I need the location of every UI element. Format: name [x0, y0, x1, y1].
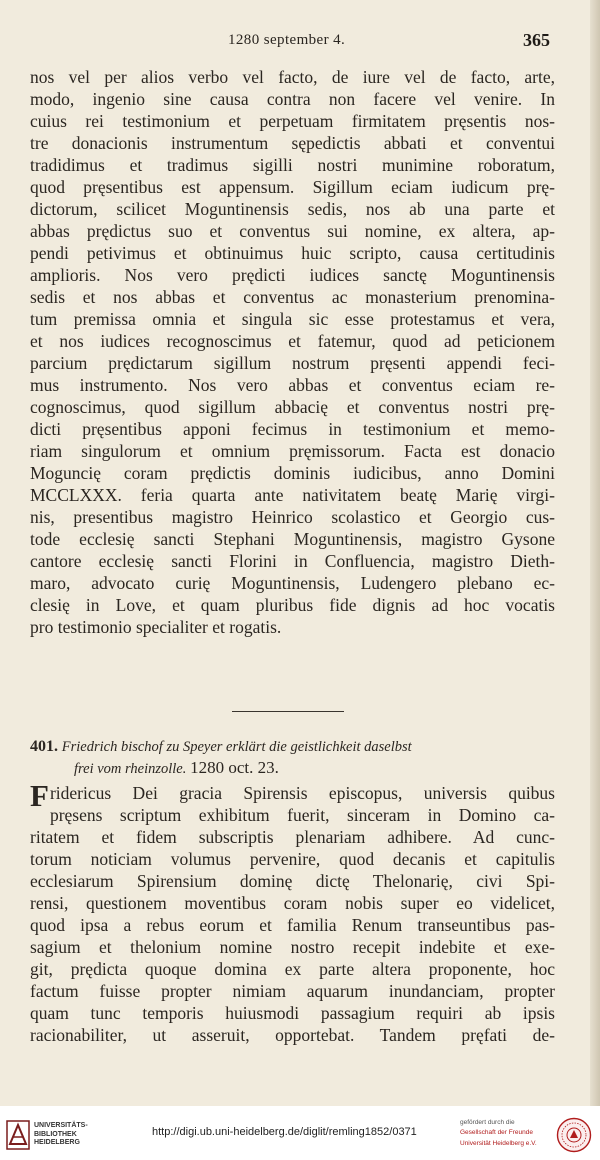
text-line: et nos iudices recognoscimus et fatemur, quod ad peticionem — [30, 331, 555, 351]
text-line: sedis et nos abbas et conventus ac monasterium prenomina- — [30, 287, 555, 307]
sponsor-org-line-1: Gesellschaft der Freunde — [460, 1129, 533, 1136]
text-line: parcium prędictarum sigillum nostrum pręsenti appendi feci- — [30, 353, 555, 373]
library-name-line-2: BIBLIOTHEK — [34, 1130, 77, 1138]
text-line: pro testimonio specialiter et rogatis. — [30, 617, 282, 637]
sponsor-lead: gefördert durch die — [460, 1119, 515, 1126]
document-number: 401. — [30, 738, 58, 755]
page-number: 365 — [523, 30, 550, 50]
digitization-footer — [0, 1106, 600, 1160]
text-line-first — [30, 778, 555, 813]
continued-charter-text — [30, 66, 555, 638]
text-line: tum premissa omnia et singula sic esse protestamus et vera, — [30, 309, 555, 329]
text-line: mus instrumento. Nos vero abbas et conventus eciam re- — [30, 375, 555, 395]
library-crest-icon — [6, 1120, 30, 1150]
text-line: tradidimus et tradimus sigilli nostri munimine roboratum, — [30, 155, 555, 175]
section-divider — [232, 711, 344, 712]
text-line: tre donacionis instrumentum sępedictis abbati et conventui — [30, 133, 555, 153]
document-title-line-2: frei vom rheinzolle. — [74, 761, 187, 777]
text-line: cantore ecclesię sancti Florini in Confluencia, magistro Dieth- — [30, 551, 555, 571]
text-line: clesię in Love, et quam pluribus fide dignis ad hoc vocatis — [30, 595, 555, 615]
text-line: racionabiliter, ut asseruit, opportebat. Tandem pręfati de- — [30, 1025, 555, 1045]
text-line: ritatem et fidem subscriptis plenariam adhibere. Ad cunc- — [30, 827, 555, 847]
permalink-url[interactable]: http://digi.ub.uni-heidelberg.de/diglit/remling1852/0371 — [152, 1126, 417, 1138]
text-line: ecclesiarum Spirensium dominę dictę Thelonarię, civi Spi- — [30, 871, 555, 891]
sponsor-credit[interactable] — [460, 1119, 554, 1148]
running-head-date: 1280 september 4. — [228, 32, 346, 48]
text-line: abbas prędictus suo et conventus sui nomine, ex altera, ap- — [30, 221, 555, 241]
charter-401-text — [30, 778, 555, 1046]
text-line: MCCLXXX. feria quarta ante nativitatem beatę Marię virgi- — [30, 485, 555, 505]
running-head — [0, 32, 600, 56]
document-date: 1280 oct. 23. — [190, 758, 279, 777]
document-title-line-1: Friedrich bischof zu Speyer erklärt die geistlichkeit daselbst — [61, 739, 412, 755]
text-line: cognoscimus, quod sigillum abbacię et conventus nostri prę- — [30, 397, 555, 417]
text-line: nis, presentibus magistro Heinrico scolastico et Georgio cus- — [30, 507, 555, 527]
text-line: riam singulorum et omnium pręmissorum. Facta est donacio — [30, 441, 555, 461]
text-line: git, prędicta quoque domina ex parte altera proponente, hoc — [30, 959, 555, 979]
drop-initial: F — [30, 778, 49, 813]
text-line: quod ipsa a rebus eorum et familia Renum transeuntibus pas- — [30, 915, 555, 935]
text-line: cuius rei testimonium et perpetuam firmitatem pręsentis nos- — [30, 111, 555, 131]
document-heading — [30, 736, 555, 778]
text-line: amplioris. Nos vero prędicti iudices sanctę Moguntinensis — [30, 265, 555, 285]
library-logo[interactable] — [6, 1120, 166, 1154]
text-line: dicti pręsentibus apponi fecimus in testimonium et memo- — [30, 419, 555, 439]
text-line: tode ecclesię sancti Stephani Moguntinensis, magistro Gysone — [30, 529, 555, 549]
text-line: rensi, questionem moventibus coram nobis super eo videlicet, — [30, 893, 555, 913]
library-name-line-3: HEIDELBERG — [34, 1139, 80, 1146]
text-line: nos vel per alios verbo vel facto, de iure vel de facto, arte, — [30, 67, 555, 87]
library-name-line-1: UNIVERSITÄTS- — [34, 1122, 88, 1129]
text-line: Moguncię coram prędictis dominis iudicibus, anno Domini — [30, 463, 555, 483]
university-seal-icon — [556, 1117, 592, 1153]
text-line: factum fuisse propter nimiam aquarum inundanciam, propter — [30, 981, 555, 1001]
text-line: maro, advocato curię Moguntinensis, Ludengero plebano ec- — [30, 573, 555, 593]
sponsor-org-line-2: Universität Heidelberg e.V. — [460, 1140, 537, 1147]
text-line: dictorum, scilicet Moguntinensis sedis, nos ab una parte et — [30, 199, 555, 219]
text-line: quam tunc temporis huiusmodi passagium requiri ab ipsis — [30, 1003, 555, 1023]
page-spine-shadow — [590, 0, 600, 1106]
text-line: torum noticiam volumus pervenire, quod decanis et capitulis — [30, 849, 555, 869]
text-line: pręsens scriptum exhibitum fuerit, sinceram in Domino ca- — [49, 805, 555, 825]
text-line: quod pręsentibus est appensum. Sigillum eciam iudicum prę- — [30, 177, 555, 197]
text-line: modo, ingenio sine causa contra non facere vel venire. In — [30, 89, 555, 109]
first-line-text: ridericus Dei gracia Spirensis episcopus, universis quibus — [49, 783, 555, 803]
text-line: sagium et thelonium nomine nostro recepit indebite et exe- — [30, 937, 555, 957]
text-line: pendi petivimus et obtinuimus huic scripto, causa certitudinis — [30, 243, 555, 263]
